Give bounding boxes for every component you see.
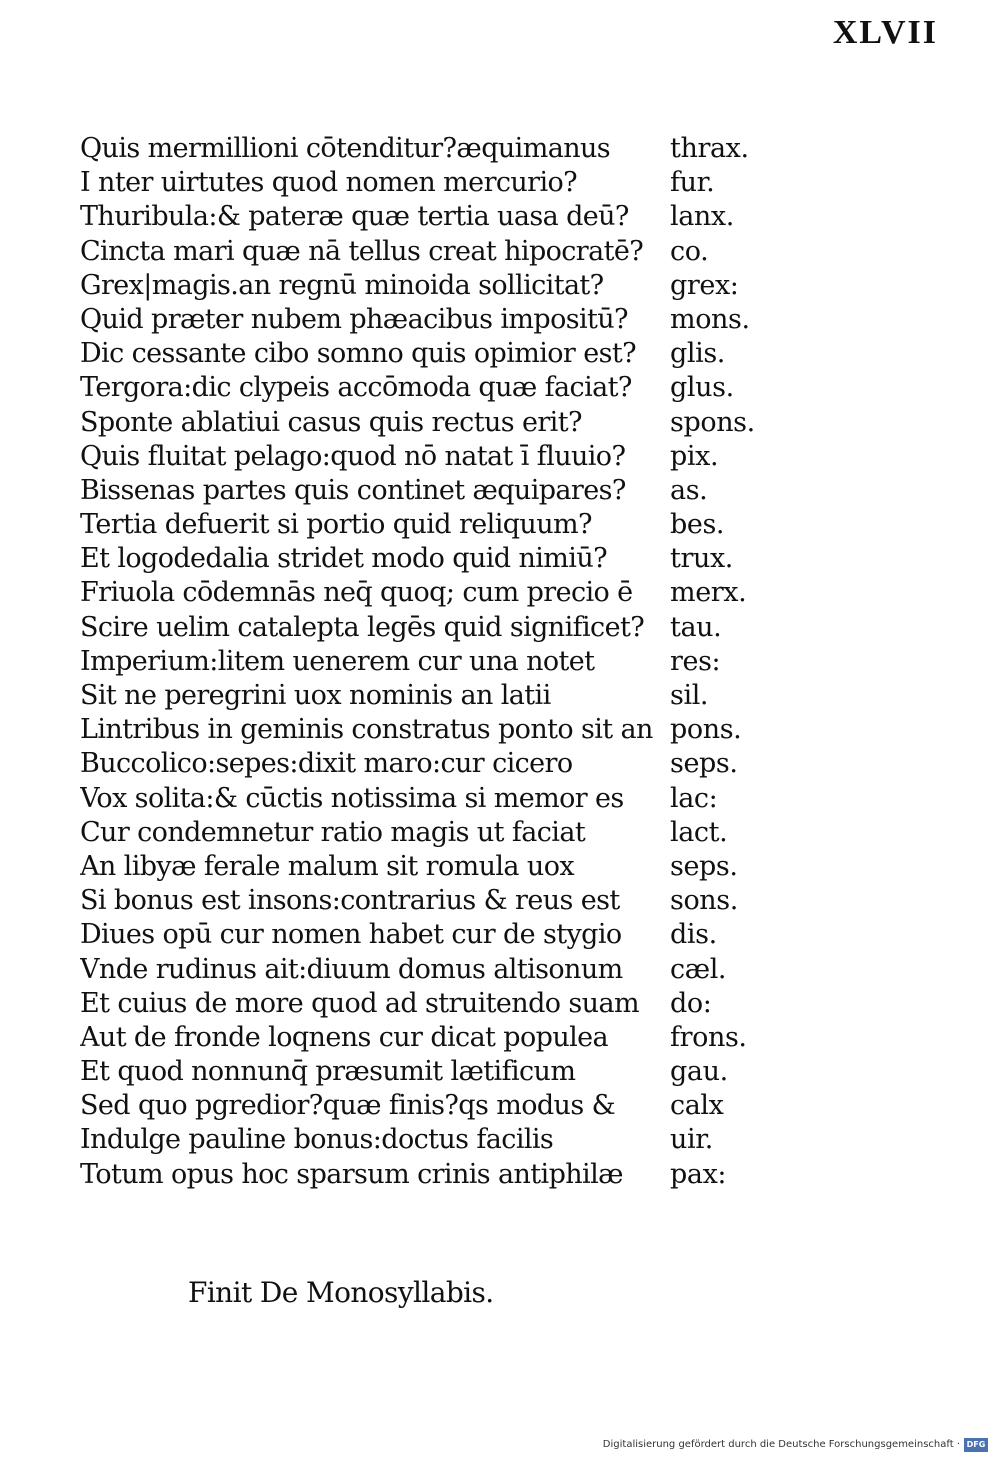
verse-answer: co. <box>670 235 709 267</box>
verse-text: Quis fluitat pelago:quod nō natat ī fluuio? <box>80 440 626 472</box>
verse-line <box>80 918 780 952</box>
verse-answer: thrax. <box>670 133 749 164</box>
verse-text: Tergora:dic clypeis accōmoda quæ faciat? <box>80 372 632 404</box>
verse-line <box>80 303 780 337</box>
verse-answer: frons. <box>670 1021 747 1053</box>
verse-answer: trux. <box>670 543 733 575</box>
verse-text: Si bonus est insons:contrarius & reus est <box>80 885 620 917</box>
verse-line <box>80 474 780 508</box>
verse-answer: merx. <box>670 577 747 609</box>
verse-text: Quid præter nubem phæacibus impositū? <box>80 303 628 335</box>
verse-answer: uir. <box>670 1124 713 1156</box>
verse-line <box>80 371 780 405</box>
verse-line <box>80 1158 780 1192</box>
verse-answer: lanx. <box>670 201 734 233</box>
verse-answer: pix. <box>670 440 719 472</box>
verse-answer: gau. <box>670 1056 728 1088</box>
verse-answer: sons. <box>670 885 738 917</box>
verse-text: Vox solita:& cūctis notissima si memor es <box>80 782 624 814</box>
verse-text: Friuola cōdemnās neq̄ quoq; cum precio ē <box>80 577 633 609</box>
verse-answer: bes. <box>670 509 725 541</box>
verse-line <box>80 337 780 371</box>
verse-line <box>80 1055 780 1089</box>
verse-text: Vnde rudinus ait:diuum domus altisonum <box>80 953 623 985</box>
verse-text: Scire uelim catalepta legēs quid significet? <box>80 611 645 643</box>
verse-answer: as. <box>670 474 708 506</box>
verse-text: Lintribus in geminis constratus ponto sit an <box>80 714 653 746</box>
verse-answer: glus. <box>670 372 734 404</box>
verse-answer: cæl. <box>670 953 727 985</box>
verse-answer: tau. <box>670 611 722 643</box>
verse-text: Sponte ablatiui casus quis rectus erit? <box>80 406 582 438</box>
verse-line <box>80 987 780 1021</box>
verse-answer: mons. <box>670 303 750 335</box>
verse-text: Et cuius de more quod ad struitendo suam <box>80 987 639 1019</box>
verse-answer: pax: <box>670 1158 727 1190</box>
digitization-credit: Digitalisierung gefördert durch die Deutsche Forschungsgemeinschaft · <box>602 1439 960 1450</box>
verse-text: Imperium:litem uenerem cur una notet <box>80 645 595 677</box>
verse-line <box>80 953 780 987</box>
verse-line <box>80 576 780 610</box>
verse-text: Bissenas partes quis continet æquipares? <box>80 474 626 506</box>
verse-line <box>80 1021 780 1055</box>
verse-text: Sed quo pgredior?quæ finis?qs modus & <box>80 1090 616 1122</box>
verse-text: Cur condemnetur ratio magis ut faciat <box>80 816 586 848</box>
verse-text: Thuribula:& pateræ quæ tertia uasa deū? <box>80 201 629 233</box>
verse-text: Et logodedalia stridet modo quid nimiū? <box>80 543 607 575</box>
verse-line <box>80 166 780 200</box>
verse-answer: pons. <box>670 714 742 746</box>
verse-answer: lac: <box>670 782 718 814</box>
verse-answer: glis. <box>670 338 725 370</box>
verse-line <box>80 508 780 542</box>
verse-line <box>80 235 780 269</box>
verse-line <box>80 1123 780 1157</box>
verse-line <box>80 269 780 303</box>
verse-text: An libyæ ferale malum sit romula uox <box>80 850 574 882</box>
verse-text: Buccolico:sepes:dixit maro:cur cicero <box>80 748 573 780</box>
verse-text: I nter uirtutes quod nomen mercurio? <box>80 167 578 199</box>
verse-text: Indulge pauline bonus:doctus facilis <box>80 1124 554 1156</box>
verse-line <box>80 679 780 713</box>
explicit-line: Finit De Monosyllabis. <box>188 1276 494 1309</box>
verse-line <box>80 713 780 747</box>
verse-answer: sil. <box>670 680 709 711</box>
verse-line <box>80 440 780 474</box>
verse-text: Et quod nonnunq̄ præsumit lætificum <box>80 1056 576 1088</box>
verse-line <box>80 850 780 884</box>
verse-answer: seps. <box>670 850 738 882</box>
verse-answer: seps. <box>670 748 738 780</box>
verse-answer: grex: <box>670 269 739 301</box>
verse-line <box>80 1089 780 1123</box>
verse-line <box>80 782 780 816</box>
verse-text: Aut de fronde loqnens cur dicat populea <box>80 1021 609 1053</box>
verse-line <box>80 747 780 781</box>
verse-answer: spons. <box>670 406 755 438</box>
verse-line <box>80 132 780 166</box>
verse-list <box>80 132 780 1192</box>
verse-answer: res: <box>670 645 721 677</box>
dfg-logo: DFG <box>964 1438 988 1452</box>
verse-text: Quis mermillioni cōtenditur?æquimanus <box>80 133 611 164</box>
verse-text: Totum opus hoc sparsum crinis antiphilæ <box>80 1158 623 1190</box>
verse-answer: lact. <box>670 816 728 848</box>
verse-answer: calx <box>670 1090 724 1122</box>
verse-text: Sit ne peregrini uox nominis an latii <box>80 680 551 711</box>
verse-text: Cincta mari quæ nā tellus creat hipocratē? <box>80 235 644 267</box>
verse-answer: fur. <box>670 167 715 199</box>
verse-answer: do: <box>670 987 712 1019</box>
verse-line <box>80 542 780 576</box>
verse-line <box>80 816 780 850</box>
verse-line <box>80 406 780 440</box>
verse-answer: dis. <box>670 919 717 951</box>
verse-text: Diues opū cur nomen habet cur de stygio <box>80 919 622 951</box>
verse-line <box>80 200 780 234</box>
folio-number: XLVII <box>832 14 938 51</box>
verse-text: Tertia defuerit si portio quid reliquum? <box>80 509 592 541</box>
verse-text: Grex|magis.an regnū minoida sollicitat? <box>80 269 604 301</box>
verse-line <box>80 884 780 918</box>
verse-line <box>80 611 780 645</box>
verse-text: Dic cessante cibo somno quis opimior est? <box>80 338 636 370</box>
verse-line <box>80 645 780 679</box>
